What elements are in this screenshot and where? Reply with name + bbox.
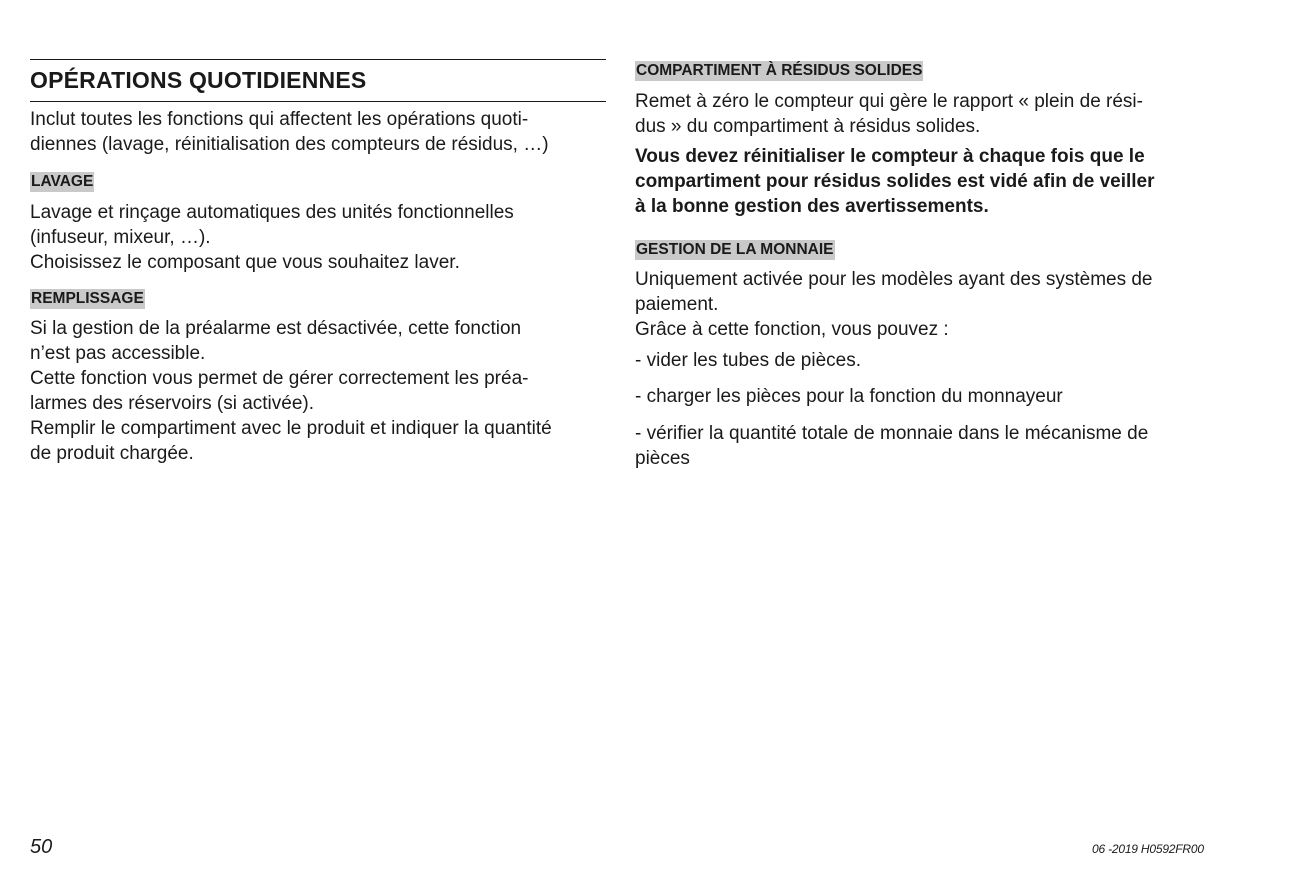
section-label-lavage: LAVAGE xyxy=(31,173,94,190)
title-underline xyxy=(30,101,606,102)
section-label-remplissage: REMPLISSAGE xyxy=(31,290,144,307)
monnaie-line: Uniquement activée pour les modèles ayant des systèmes de xyxy=(635,269,1153,290)
lavage-line: Lavage et rinçage automatiques des unités fonctionnelles xyxy=(30,202,514,223)
residus-line: Remet à zéro le compteur qui gère le rapport « plein de rési- xyxy=(635,91,1143,112)
residus-warning-line: compartiment pour résidus solides est vidé afin de veiller xyxy=(635,171,1155,192)
list-item-line: - charger les pièces pour la fonction du monnayeur xyxy=(635,386,1063,407)
page-number: 50 xyxy=(30,836,53,858)
remplissage-line: Cette fonction vous permet de gérer correctement les préa- xyxy=(30,368,529,389)
residus-line: dus » du compartiment à résidus solides. xyxy=(635,116,981,137)
list-item xyxy=(635,421,1238,471)
intro-line: diennes (lavage, réinitialisation des compteurs de résidus, …) xyxy=(30,134,549,155)
list-item xyxy=(635,384,1238,409)
list-item xyxy=(635,348,1238,373)
monnaie-line: paiement. xyxy=(635,294,719,315)
section-label-residus: COMPARTIMENT À RÉSIDUS SOLIDES xyxy=(636,62,923,79)
list-item-line: pièces xyxy=(635,448,690,469)
lavage-paragraph xyxy=(30,200,610,275)
lavage-line: Choisissez le composant que vous souhaitez laver. xyxy=(30,252,460,273)
list-item-line: - vérifier la quantité totale de monnaie dans le mécanisme de xyxy=(635,423,1149,444)
remplissage-line: larmes des réservoirs (si activée). xyxy=(30,393,315,414)
section-label-monnaie: GESTION DE LA MONNAIE xyxy=(636,241,834,258)
document-reference: 06 -2019 H0592FR00 xyxy=(1092,842,1204,856)
remplissage-line: Si la gestion de la préalarme est désactivée, cette fonction xyxy=(30,318,522,339)
residus-warning-line: à la bonne gestion des avertissements. xyxy=(635,196,989,217)
residus-paragraph xyxy=(635,89,1225,139)
residus-warning xyxy=(635,144,1235,219)
remplissage-line: Remplir le compartiment avec le produit et indiquer la quantité xyxy=(30,418,552,439)
intro-paragraph xyxy=(30,107,610,157)
remplissage-line: de produit chargée. xyxy=(30,443,194,464)
intro-line: Inclut toutes les fonctions qui affectent les opérations quoti- xyxy=(30,109,529,130)
list-item-line: - vider les tubes de pièces. xyxy=(635,350,862,371)
residus-warning-line: Vous devez réinitialiser le compteur à chaque fois que le xyxy=(635,146,1145,167)
top-rule xyxy=(30,59,606,60)
lavage-line: (infuseur, mixeur, …). xyxy=(30,227,211,248)
page-title: OPÉRATIONS QUOTIDIENNES xyxy=(30,67,367,93)
remplissage-line: n’est pas accessible. xyxy=(30,343,206,364)
monnaie-line: Grâce à cette fonction, vous pouvez : xyxy=(635,319,949,340)
remplissage-paragraph xyxy=(30,316,610,466)
monnaie-paragraph xyxy=(635,267,1225,342)
